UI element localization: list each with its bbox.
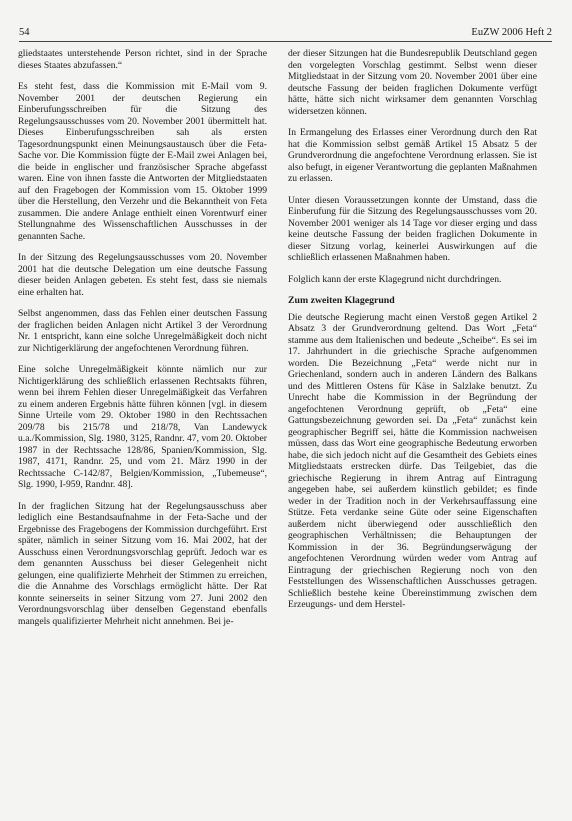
paragraph: In der fraglichen Sitzung hat der Regelungsausschuss aber lediglich eine Bestandsaufnahme in der Feta-Sache und der Ergebnisse des Fragebogens der Kommission durchgeführt. Erst später, nämlich in seiner Sitzung vom 16. Mai 2002, hat der Ausschuss einen Verordnungsvorschlag geprüft. Jedoch war es dem genannten Ausschuss bei dieser Gelegenheit nicht gelungen, eine qualifizierte Mehrheit der Stimmen zu erreichen, die die Annahme des Vorschlags ermöglicht hätte. Der Rat konnte seinerseits in seiner Sitzung vom 27. Juni 2002 den Verordnungsvorschlag über denselben Gegenstand ebenfalls mangels qualifizierter Mehrheit nicht annehmen. Bei je- bbox=[18, 500, 267, 627]
paragraph: Es steht fest, dass die Kommission mit E-Mail vom 9. November 2001 der deutschen Regierung ein Einberufungsschreiben für die Sitzung des Regelungsausschusses vom 20. November 2001 übermittelt hat. Dieses Einberufungsschreiben sah als ersten Tagesordnungspunkt einen Meinungsaustausch über die Feta-Sache vor. Die Kommission fügte der E-Mail zwei Anlagen bei, die beide in englischer und französischer Sprache abgefasst waren. Eine von ihnen fasste die Antworten der Mitgliedstaaten auf den Fragebogen der Kommission vom 15. Oktober 1999 über die Herstellung, den Verzehr und die Bekanntheit von Feta zusammen. Die andere Anlage enthielt einen Vorentwurf einer Stellungnahme des Wissenschaftlichen Ausschusses in der genannten Sache. bbox=[18, 81, 267, 242]
paragraph: der dieser Sitzungen hat die Bundesrepublik Deutschland gegen den vorgelegten Vorschlag gestimmt. Selbst wenn dieser Mitgliedstaat in der Sitzung vom 20. November 2001 über eine deutsche Fassung der beiden fraglichen Dokumente verfügt hätte, hätte sich nicht wirksamer dem genannten Vorschlag widersetzen können. bbox=[288, 48, 537, 117]
right-column bbox=[288, 48, 537, 621]
paragraph: gliedstaates unterstehende Person richtet, sind in der Sprache dieses Staates abzufassen.“ bbox=[18, 48, 267, 71]
paragraph: Die deutsche Regierung macht einen Verstoß gegen Artikel 2 Absatz 3 der Grundverordnung geltend. Das Wort „Feta“ stamme aus dem Italienischen und bedeute „Scheibe“. Es sei im 17. Jahrhundert in die griechische Sprache aufgenommen worden. Die Bezeichnung „Feta“ werde nicht nur in Griechenland, sondern auch in anderen Ländern des Balkans und des Mittleren Ostens für Käse in Salzlake benutzt. Zu Unrecht habe die Kommission in der Begründung der angefochtenen Verordnung geprüft, ob „Feta“ eine Gattungsbezeichnung geworden sei. Da „Feta“ zunächst kein geographischer Begriff sei, hätte die Kommission nachweisen müssen, dass das Wort eine geographische Bedeutung erworben habe, die sich jedoch nicht auf die Gesamtheit des Gebiets eines Mitgliedstaats erstrecken dürfe. Das Teilgebiet, das die griechische Regierung in ihrem Antrag auf Eintragung angegeben habe, sei außerdem künstlich gebildet; es finde weder in der Tradition noch in der Verkehrsauffassung eine Stütze. Feta verdanke seine Güte oder seine Eigenschaften außerdem nicht überwiegend oder ausschließlich den geographischen Verhältnissen; die Behauptungen der Kommission in der 36. Begründungserwägung der angefochtenen Verordnung würden weder vom Antrag auf Eintragung der griechischen Regierung noch von den Feststellungen des Wissenschaftlichen Ausschusses getragen. Schließlich bestehe keine Übereinstimmung zwischen dem Erzeugungs- und dem Herstel- bbox=[288, 311, 537, 610]
paragraph: In der Sitzung des Regelungsausschusses vom 20. November 2001 hat die deutsche Delegation um eine deutsche Fassung dieser beiden Anlagen gebeten. Es steht fest, dass sie niemals eine erhalten hat. bbox=[18, 252, 267, 298]
paragraph: Unter diesen Voraussetzungen konnte der Umstand, dass die Einberufung für die Sitzung des Regelungsausschusses vom 20. November 2001 weniger als 14 Tage vor dieser erging und dass keine deutsche Fassung der beiden fraglichen Dokumente in dieser Sitzung vorlag, keinerlei Auswirkungen auf die schließlich erlassenen Maßnahmen haben. bbox=[288, 194, 537, 263]
section-heading: Zum zweiten Klagegrund bbox=[288, 295, 395, 306]
paragraph: Eine solche Unregelmäßigkeit könnte nämlich nur zur Nichtigerklärung des schließlich erlassenen Rechtsakts führen, wenn bei ihrem Fehlen dieser Unregelmäßigkeit das Verfahren zu einem anderen Ergebnis hätte führen können [vgl. in diesem Sinne Urteile vom 29. Oktober 1980 in den Rechtssachen 209/78 bis 215/78 und 218/78, Van Landewyck u.a./Kommission, Slg. 1980, 3125, Randnr. 47, vom 20. Oktober 1987 in der Rechtssache 128/86, Spanien/Kommission, Slg. 1987, 4171, Randnr. 25, und vom 21. März 1990 in der Rechtssache C-142/87, Belgien/Kommission, „Tubemeuse“, Slg. 1990, I-959, Randnr. 48]. bbox=[18, 364, 267, 490]
paragraph: Folglich kann der erste Klagegrund nicht durchdringen. bbox=[288, 273, 502, 285]
journal-reference: EuZW 2006 Heft 2 bbox=[471, 27, 552, 38]
page-header bbox=[19, 27, 552, 42]
paragraph: In Ermangelung des Erlasses einer Verordnung durch den Rat hat die Kommission selbst gemäß Artikel 15 Absatz 5 der Grundverordnung die angefochtene Verordnung erlassen. Sie ist also befugt, in eigener Verantwortung die geplanten Maßnahmen zu erlassen. bbox=[288, 127, 537, 184]
paragraph: Selbst angenommen, dass das Fehlen einer deutschen Fassung der fraglichen beiden Anlagen nicht Artikel 3 der Verordnung Nr. 1 entspricht, kann eine solche Unregelmäßigkeit doch nicht zur Nichtigerklärung der angefochtenen Verordnung führen. bbox=[18, 308, 267, 354]
left-column bbox=[18, 48, 267, 637]
page-number: 54 bbox=[19, 27, 30, 38]
